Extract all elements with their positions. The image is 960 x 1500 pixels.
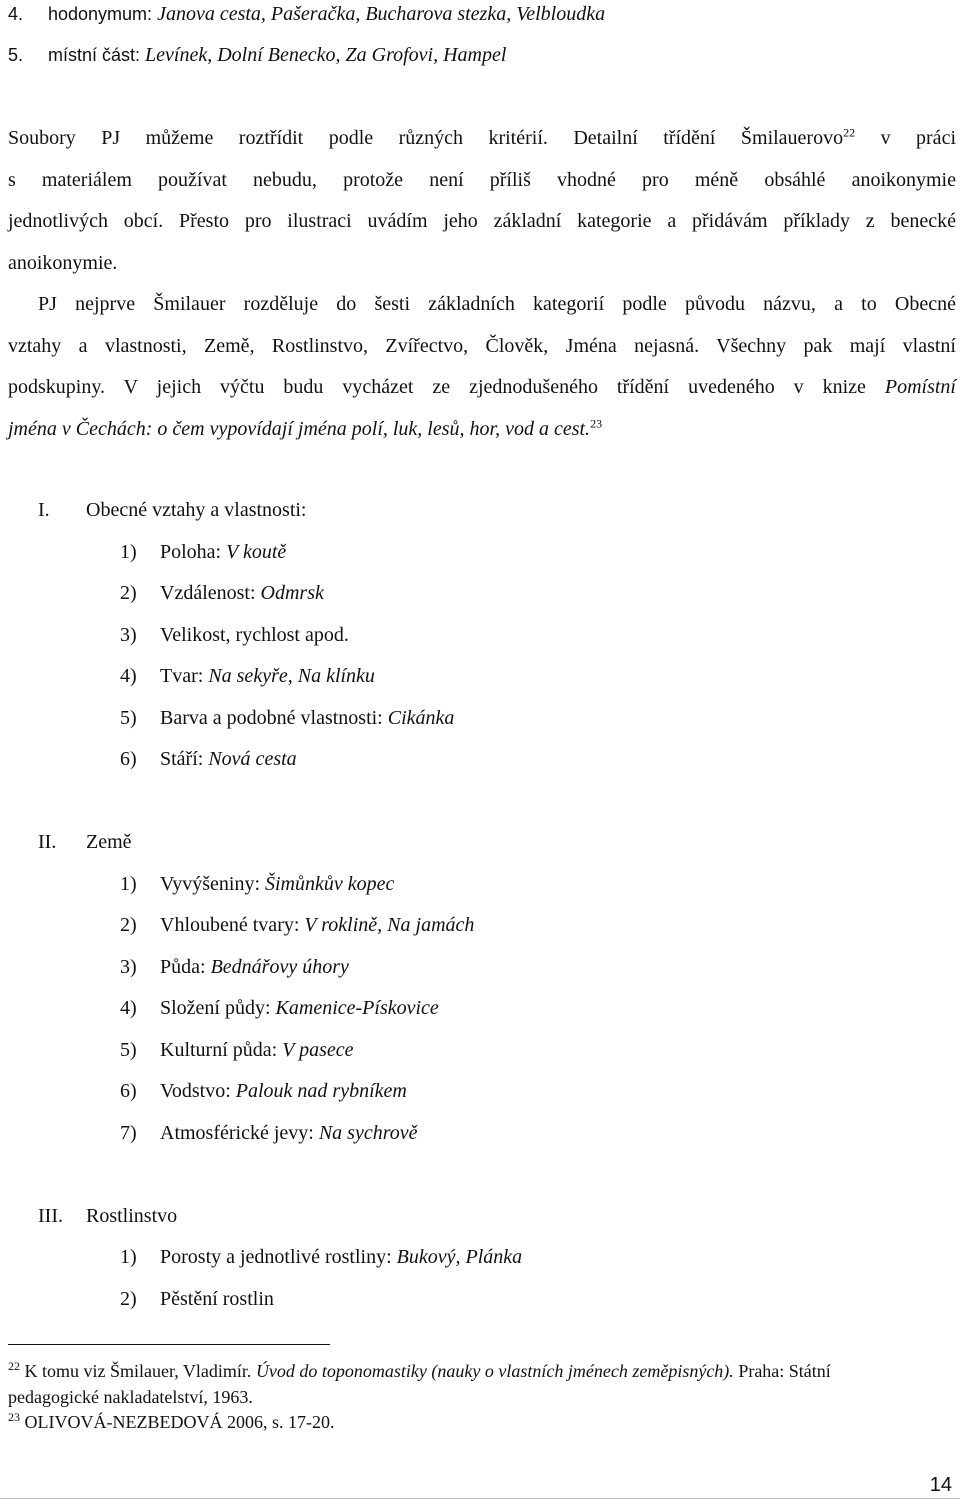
item-number: 6) bbox=[120, 1080, 137, 1102]
text-span: v práci bbox=[855, 127, 956, 149]
item-label: Tvar: bbox=[160, 665, 209, 687]
item-example: Bukový, Plánka bbox=[396, 1246, 523, 1268]
section-2-item-7 bbox=[120, 1121, 418, 1145]
item-number: 5) bbox=[120, 1039, 137, 1061]
paragraph-1-line-2: s materiálem používat nebudu, protože není příliš vhodné pro méně obsáhlé anoikonymie bbox=[8, 169, 956, 191]
paragraph-2-line-2: vztahy a vlastnosti, Země, Rostlinstvo, Zvířectvo, Člověk, Jména nejasná. Všechny pak mají vlastní bbox=[8, 335, 956, 357]
item-number: 2) bbox=[120, 1288, 137, 1310]
item-number: 3) bbox=[120, 956, 137, 978]
item-label: Barva a podobné vlastnosti: bbox=[160, 707, 388, 729]
list-number: 4. bbox=[8, 4, 24, 24]
item-number: 5) bbox=[120, 707, 137, 729]
item-label: Porosty a jednotlivé rostliny: bbox=[160, 1246, 397, 1268]
section-1-item-6 bbox=[120, 747, 297, 771]
section-3-item-2 bbox=[120, 1287, 274, 1311]
paragraph-2-line-3 bbox=[8, 375, 956, 399]
section-2-item-4 bbox=[120, 996, 439, 1020]
item-example: Kamenice-Pískovice bbox=[275, 997, 439, 1019]
item-number: 1) bbox=[120, 1246, 137, 1268]
item-label: Velikost, rychlost apod. bbox=[160, 624, 349, 646]
item-example: Palouk nad rybníkem bbox=[235, 1080, 407, 1102]
item-number: 3) bbox=[120, 624, 137, 646]
section-1-item-4 bbox=[120, 664, 375, 688]
section-heading-1 bbox=[38, 498, 307, 522]
item-label: Vzdálenost: bbox=[160, 582, 261, 604]
item-number: 4) bbox=[120, 997, 137, 1019]
item-example: Nová cesta bbox=[208, 748, 297, 770]
footnote-separator bbox=[8, 1344, 330, 1345]
list-examples: Janova cesta, Pašeračka, Bucharova stezka, Velbloudka bbox=[157, 3, 606, 25]
section-title: Obecné vztahy a vlastnosti: bbox=[86, 499, 307, 521]
item-number: 4) bbox=[120, 665, 137, 687]
list-item-mistni-cast bbox=[8, 43, 506, 67]
item-example: Na sychrově bbox=[318, 1122, 418, 1144]
item-label: Poloha: bbox=[160, 541, 227, 563]
item-example: V koutě bbox=[226, 541, 287, 563]
list-label: hodonymum: bbox=[48, 4, 158, 24]
section-title: Rostlinstvo bbox=[86, 1205, 178, 1227]
item-label: Stáří: bbox=[160, 748, 209, 770]
item-example: V pasece bbox=[282, 1039, 354, 1061]
list-examples: Levínek, Dolní Benecko, Za Grofovi, Hampel bbox=[145, 44, 507, 66]
section-1-item-3 bbox=[120, 623, 349, 647]
footnote-22-continued: pedagogické nakladatelství, 1963. bbox=[8, 1387, 253, 1407]
section-1-item-2 bbox=[120, 581, 324, 605]
section-2-item-5 bbox=[120, 1038, 354, 1062]
footnote-text: Praha: Státní bbox=[733, 1361, 831, 1381]
footnote-ref-23[interactable]: 23 bbox=[590, 416, 603, 431]
footnote-number: 23 bbox=[8, 1410, 20, 1424]
section-numeral: III. bbox=[38, 1205, 63, 1227]
list-item-hodonymum bbox=[8, 2, 605, 26]
item-label: Složení půdy: bbox=[160, 997, 276, 1019]
item-label: Vodstvo: bbox=[160, 1080, 236, 1102]
item-example: Šimůnkův kopec bbox=[265, 873, 395, 895]
item-number: 7) bbox=[120, 1122, 137, 1144]
section-title: Země bbox=[86, 831, 132, 853]
page-bottom-divider bbox=[0, 1498, 960, 1499]
section-2-item-2 bbox=[120, 913, 474, 937]
item-label: Vhloubené tvary: bbox=[160, 914, 305, 936]
section-3-item-1 bbox=[120, 1245, 522, 1269]
paragraph-1-line-1 bbox=[8, 126, 956, 150]
footnote-23 bbox=[8, 1411, 334, 1433]
item-label: Kulturní půda: bbox=[160, 1039, 283, 1061]
text-span: podskupiny. V jejich výčtu budu vycházet ze zjednodušeného třídění uvedeného v knize bbox=[8, 376, 885, 398]
item-example: Odmrsk bbox=[260, 582, 324, 604]
paragraph-2-line-1: PJ nejprve Šmilauer rozděluje do šesti základních kategorií podle původu názvu, a to Obecné bbox=[38, 293, 956, 315]
paragraph-1-line-3: jednotlivých obcí. Přesto pro ilustraci uvádím jeho základní kategorie a přidávám příklady z benecké bbox=[8, 210, 956, 232]
footnote-title: Úvod do toponomastiky (nauky o vlastních jménech zeměpisných). bbox=[255, 1361, 734, 1381]
list-label: místní část: bbox=[48, 45, 146, 65]
paragraph-2-line-4 bbox=[8, 417, 602, 441]
item-example: V roklině, Na jamách bbox=[304, 914, 475, 936]
section-1-item-1 bbox=[120, 540, 286, 564]
footnote-text: K tomu viz Šmilauer, Vladimír. bbox=[20, 1361, 256, 1381]
paragraph-1-line-4: anoikonymie. bbox=[8, 252, 118, 274]
footnote-ref-22[interactable]: 22 bbox=[843, 125, 856, 140]
section-2-item-1 bbox=[120, 872, 394, 896]
footnote-text: OLIVOVÁ-NEZBEDOVÁ 2006, s. 17-20. bbox=[20, 1412, 335, 1432]
section-1-item-5 bbox=[120, 706, 454, 730]
list-number: 5. bbox=[8, 45, 24, 65]
item-number: 6) bbox=[120, 748, 137, 770]
book-title-end: jména v Čechách: o čem vypovídají jména polí, luk, lesů, hor, vod a cest. bbox=[8, 418, 591, 440]
item-number: 1) bbox=[120, 873, 137, 895]
page-number: 14 bbox=[929, 1474, 952, 1496]
footnote-number: 22 bbox=[8, 1359, 20, 1373]
item-label: Vyvýšeniny: bbox=[160, 873, 265, 895]
item-example: Na sekyře, Na klínku bbox=[208, 665, 375, 687]
item-label: Pěstění rostlin bbox=[160, 1288, 274, 1310]
item-number: 2) bbox=[120, 914, 137, 936]
section-heading-2 bbox=[38, 830, 132, 854]
section-2-item-6 bbox=[120, 1079, 407, 1103]
section-numeral: II. bbox=[38, 831, 57, 853]
section-2-item-3 bbox=[120, 955, 349, 979]
section-heading-3 bbox=[38, 1204, 177, 1228]
text-span: Soubory PJ můžeme roztřídit podle různých kritérií. Detailní třídění Šmilauerovo bbox=[8, 127, 844, 149]
section-numeral: I. bbox=[38, 499, 50, 521]
item-number: 1) bbox=[120, 541, 137, 563]
footnote-22 bbox=[8, 1360, 831, 1382]
item-example: Bednářovy úhory bbox=[210, 956, 349, 978]
item-label: Půda: bbox=[160, 956, 211, 978]
item-label: Atmosférické jevy: bbox=[160, 1122, 319, 1144]
book-title-start: Pomístní bbox=[884, 376, 956, 398]
item-example: Cikánka bbox=[387, 707, 455, 729]
item-number: 2) bbox=[120, 582, 137, 604]
